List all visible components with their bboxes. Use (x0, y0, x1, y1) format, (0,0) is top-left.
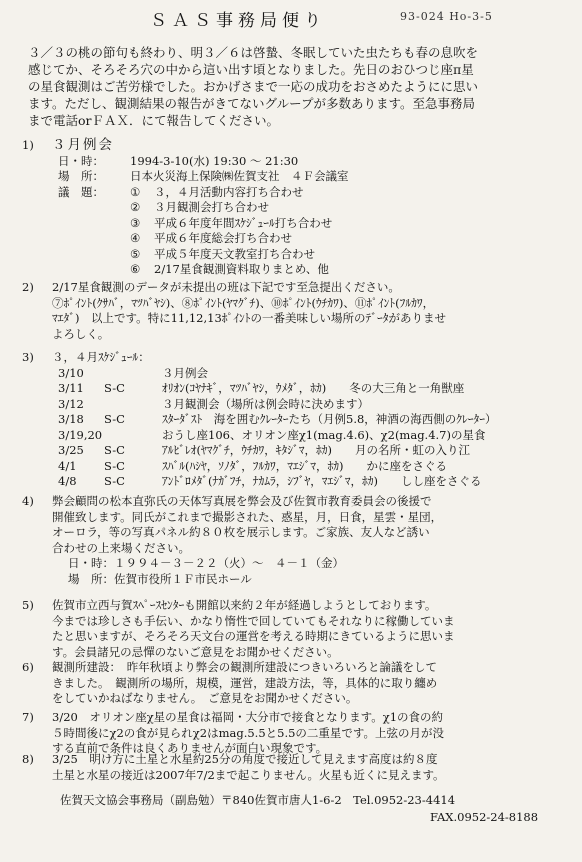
intro-line: の星食観測はご苦労様でした。おかげさまで一応の成功をおさめたようにに思い (28, 79, 479, 94)
section-number: 1) (22, 138, 34, 152)
agenda-mark: ⑤ (130, 246, 141, 261)
schedule-tag: S-C (104, 458, 125, 473)
schedule-date: 3/25 (58, 443, 84, 457)
section-line: 弊会顧問の松本直弥氏の天体写真展を弊会及び佐賀市教育委員会の後援で (52, 494, 432, 508)
section-space-center (22, 598, 455, 660)
schedule-text: ３月観測会（場所は例会時に決めます） (162, 396, 369, 411)
agenda-mark: ⑥ (130, 262, 141, 276)
section-line: 3/25 明け方に土星と水星約25分の角度で接近して見えます高度は約８度 (52, 752, 438, 766)
contact-address: 佐賀天文協会事務局（副島勉）〒840佐賀市唐人1-6-2 Tel.0952-23-4414 (60, 793, 456, 807)
agenda-item: ３月観測会打ち合わせ (154, 200, 269, 214)
section-line: ５時間後にχ2の食が見られχ2はmag.5.5と5.5の二重星です。上弦の月が没 (52, 725, 445, 740)
newsletter-title: ＳＡＳ事務局便り (150, 11, 326, 31)
section-line: オーロラ，等の写真パネル約８０枚を展示します。ご家族、友人など誘い (52, 525, 430, 539)
agenda-item: 平成６年度総会打ち合わせ (154, 231, 292, 245)
section-line: 今までは珍しさも手伝い、かなり惰性で回していてもそれなりに稼働していま (52, 613, 455, 628)
agenda-mark: ③ (130, 215, 141, 230)
section-line: 佐賀市立西与賀ｽﾍﾟｰｽｾﾝﾀｰも開館以来約２年が経過しようとしております。 (52, 598, 437, 612)
schedule-tag (104, 428, 162, 444)
section-march-meeting (22, 138, 349, 278)
agenda-label: 議 題： (58, 184, 104, 199)
schedule-tag: S-C (104, 474, 125, 488)
section-line: 合わせの上来場ください。 (52, 540, 190, 555)
schedule-table (22, 366, 497, 490)
intro-line: 感じてか、そろそろ穴の中から這い出す頃となりました。先日のおひつじ座π星 (28, 62, 474, 77)
section-line: きました。 観測所の場所，規模，運営，建設方法，等，具体的に取り纏め (52, 675, 438, 690)
schedule-date: 3/11 (58, 381, 84, 395)
meeting-datetime: 1994-3-10(水) 19:30 ～ 21:30 (130, 153, 299, 168)
section-line: 3/20 オリオン座χ星の星食は福岡・大分市で接食となります。χ1の食の約 (52, 710, 444, 724)
section-heading: ３月例会 (52, 137, 114, 153)
schedule-text: おうし座106、オリオン座χ1(mag.4.6)、χ2(mag.4.7)の星食 (162, 427, 486, 442)
agenda-item: 2/17星食観測資料取りまとめ、他 (154, 262, 329, 276)
agenda-mark: ④ (130, 231, 141, 245)
section-line: 2/17星食観測のデータが未提出の班は下記です至急提出ください。 (52, 280, 400, 294)
meeting-place: 日本火災海上保険㈱佐賀支社 ４Ｆ会議室 (130, 169, 349, 183)
schedule-text: ｽﾊﾞﾙ(ﾊｼﾔ，ｿﾉﾀﾞ，ﾌﾙｶﾜ，ﾏｴｼﾞﾏ，ﾎｶ) かに座をさぐる (162, 458, 447, 473)
place-label: 場 所： (58, 169, 104, 183)
section-occultation-data (22, 280, 446, 342)
section-line: 観測所建設： 昨年秋頃より弊会の観測所建設につきいろいろと論議をして (52, 660, 438, 674)
section-line: たと思いますが、そろそろ天文台の運営を考える時期にきているように思いま (52, 629, 455, 643)
intro-line: ます。ただし、観測結果の報告がきてないグループが多数あります。至急事務局 (28, 96, 476, 111)
schedule-text: ｵﾘｵﾝ(ｺﾔﾅｷﾞ，ﾏﾂﾊﾞﾔｼ，ｳﾒﾀﾞ，ﾎｶ) 冬の大三角と一角獣座 (162, 381, 465, 395)
schedule-tag: S-C (104, 412, 125, 426)
schedule-text: ｱﾝﾄﾞﾛﾒﾀﾞ(ﾅｶﾞﾌﾁ，ﾅｶﾑﾗ，ｼﾌﾞﾔ，ﾏｴｼﾞﾏ，ﾎｶ) しし座をさぐる (162, 474, 482, 488)
agenda-mark: ② (130, 200, 141, 214)
schedule-text: ｱﾙﾋﾞﾚｵ(ﾔﾏｸﾞﾁ，ｳﾁｶﾜ，ｷﾀｼﾞﾏ，ﾎｶ) 月の名所・虹の入り江 (162, 443, 470, 457)
section-number: 7) (22, 710, 34, 724)
schedule-date: 4/8 (58, 474, 77, 488)
section-planet-conjunction (22, 752, 445, 783)
agenda-item: 平成６年度年間ｽｹｼﾞｭｰﾙ打ち合わせ (154, 215, 333, 230)
section-observatory (22, 660, 437, 707)
section-photo-exhibition (22, 494, 442, 587)
section-heading: ３，４月ｽｹｼﾞｭｰﾙ： (52, 350, 150, 364)
schedule-tag (104, 366, 162, 382)
schedule-tag (104, 397, 162, 413)
contact-footer (60, 792, 538, 826)
section-line: ⑦ﾎﾟｲﾝﾄ(ｸｻﾊﾞ，ﾏﾂﾊﾞﾔｼ)、⑧ﾎﾟｲﾝﾄ(ﾔﾏｸﾞﾁ)、⑩ﾎﾟｲﾝﾄ(ｳﾁｶﾜ)、⑪ﾎﾟｲﾝﾄ(ﾌﾙｶﾜ， (52, 295, 435, 310)
reference-number: 93-024 Ho-3-5 (400, 10, 493, 23)
schedule-tag: S-C (104, 381, 125, 395)
section-line: をしていかねばなりません。 ご意見をお聞かせください。 (52, 691, 358, 705)
section-line: する直前で条件は良くありませんが面白い現象です。 (52, 741, 328, 755)
agenda-mark: ① (130, 184, 141, 199)
schedule-date: 4/1 (58, 458, 77, 473)
section-number: 8) (22, 752, 34, 766)
exhibition-datetime: 日・時：１９９４－３－２２（火）～ ４－１（金） (68, 556, 344, 570)
datetime-label: 日・時： (58, 153, 104, 168)
section-line: よろしく。 (52, 326, 110, 341)
schedule-tag: S-C (104, 443, 125, 457)
section-schedule (22, 350, 497, 490)
section-number: 5) (22, 598, 34, 612)
schedule-text: ３月例会 (162, 365, 208, 380)
schedule-date: 3/18 (58, 412, 84, 426)
intro-line: ３／３の桃の節句も終わり、明３／６は啓蟄、冬眠していた虫たちも春の息吹を (28, 45, 479, 60)
contact-fax: FAX.0952-24-8188 (430, 810, 539, 824)
section-number: 4) (22, 494, 34, 508)
exhibition-place: 場 所：佐賀市役所１Ｆ市民ホール (68, 571, 252, 586)
section-line: 開催致します。同氏がこれまで撮影された、惑星，月，日食，星雲・星団， (52, 509, 443, 524)
section-line: 土星と水星の接近は2007年7/2まで起こりません。火星も近くに見えます。 (52, 767, 445, 782)
intro-line: まで電話orＦＡＸ．にて報告してください。 (28, 113, 280, 128)
schedule-date: 3/19,20 (58, 427, 103, 442)
section-orion-occultation (22, 710, 444, 757)
section-number: 3) (22, 350, 34, 364)
section-line: ﾏｴﾀﾞ) 以上です。特に11,12,13ﾎﾟｲﾝﾄの一番美味しい場所のﾃﾞｰﾀがありませ (52, 311, 447, 325)
schedule-date: 3/10 (58, 365, 84, 380)
section-number: 6) (22, 660, 34, 674)
agenda-item: ３，４月活動内容打ち合わせ (154, 184, 304, 199)
schedule-text: ｽﾀｰﾀﾞｽﾄ 海を囲むｸﾚｰﾀｰたち（月例5.8，神酒の海西側のｸﾚｰﾀｰ） (162, 412, 497, 426)
schedule-date: 3/12 (58, 396, 84, 411)
intro-paragraph (28, 44, 558, 129)
agenda-item: 平成５年度天文教室打ち合わせ (154, 246, 315, 261)
section-number: 2) (22, 280, 34, 294)
section-line: す。会員諸兄の忌憚のないご意見をお聞かせください。 (52, 644, 339, 659)
